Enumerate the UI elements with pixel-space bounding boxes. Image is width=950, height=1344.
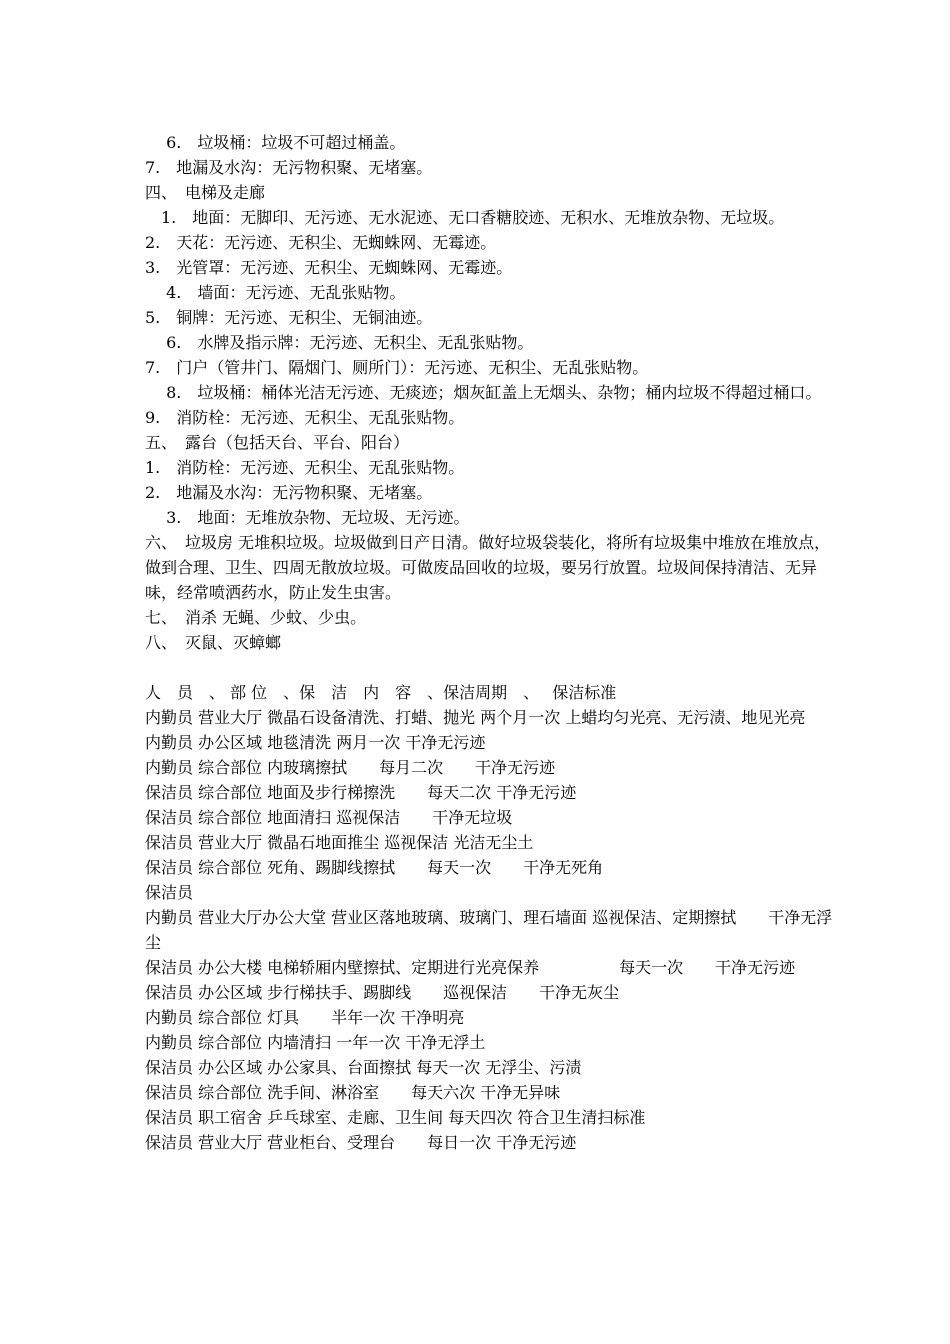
table-row: 内勤员 综合部位 内玻璃擦拭 每月二次 干净无污迹 xyxy=(145,758,556,777)
list-item: 2. 天花：无污迹、无积尘、无蜘蛛网、无霉迹。 xyxy=(145,233,497,252)
cleaning-schedule-table xyxy=(145,680,845,1155)
table-row: 保洁员 综合部位 地面清扫 巡视保洁 干净无垃圾 xyxy=(145,808,513,827)
table-row: 内勤员 综合部位 灯具 半年一次 干净明亮 xyxy=(145,1008,465,1027)
table-row: 保洁员 职工宿舍 乒乓球室、走廊、卫生间 每天四次 符合卫生清扫标准 xyxy=(145,1108,646,1127)
list-item: 4. 墙面：无污迹、无乱张贴物。 xyxy=(145,283,406,302)
table-row: 保洁员 办公区域 步行梯扶手、踢脚线 巡视保洁 干净无灰尘 xyxy=(145,983,620,1002)
section-heading: 八、 灭鼠、灭蟑螂 xyxy=(145,633,282,652)
table-row: 保洁员 综合部位 死角、踢脚线擦拭 每天一次 干净无死角 xyxy=(145,858,604,877)
table-row: 保洁员 营业大厅 营业柜台、受理台 每日一次 干净无污迹 xyxy=(145,1133,577,1152)
section-heading: 五、 露台（包括天台、平台、阳台） xyxy=(145,433,410,452)
table-row: 保洁员 办公区域 办公家具、台面擦拭 每天一次 无浮尘、污渍 xyxy=(145,1058,582,1077)
list-item: 3. 光管罩：无污迹、无积尘、无蜘蛛网、无霉迹。 xyxy=(145,258,513,277)
blank-line xyxy=(145,655,845,680)
list-item: 5. 铜牌：无污迹、无积尘、无铜油迹。 xyxy=(145,308,433,327)
document-body xyxy=(145,130,845,1155)
section-heading: 七、 消杀 无蝇、少蚊、少虫。 xyxy=(145,608,367,627)
list-item: 1. 消防栓：无污迹、无积尘、无乱张贴物。 xyxy=(145,458,465,477)
list-item: 3. 地面：无堆放杂物、无垃圾、无污迹。 xyxy=(145,508,470,527)
table-row: 保洁员 营业大厅 微晶石地面推尘 巡视保洁 光洁无尘土 xyxy=(145,833,534,852)
list-item: 7. 地漏及水沟：无污物积聚、无堵塞。 xyxy=(145,158,433,177)
table-row: 内勤员 办公区域 地毯清洗 两月一次 干净无污迹 xyxy=(145,733,486,752)
list-item: 7. 门户（管井门、隔烟门、厕所门）：无污迹、无积尘、无乱张贴物。 xyxy=(145,358,649,377)
table-row: 保洁员 综合部位 洗手间、淋浴室 每天六次 干净无异味 xyxy=(145,1083,561,1102)
list-item: 6. 水牌及指示牌：无污迹、无积尘、无乱张贴物。 xyxy=(145,333,534,352)
table-row: 内勤员 综合部位 内墙清扫 一年一次 干净无浮土 xyxy=(145,1033,486,1052)
table-row: 保洁员 xyxy=(145,883,194,902)
section-heading: 六、 垃圾房 无堆积垃圾。垃圾做到日产日清。做好垃圾袋装化，将所有垃圾集中堆放在堆放点，做到合理、卫生、四周无散放垃圾。可做废品回收的垃圾，要另行放置。垃圾间保持清洁、无异味，经常喷洒药水，防止发生虫害。 xyxy=(145,533,831,602)
list-item: 9. 消防栓：无污迹、无积尘、无乱张贴物。 xyxy=(145,408,465,427)
table-row: 保洁员 办公大楼 电梯轿厢内壁擦拭、定期进行光亮保养 每天一次 干净无污迹 xyxy=(145,958,796,977)
table-row: 内勤员 营业大厅 微晶石设备清洗、打蜡、抛光 两个月一次 上蜡均匀光亮、无污渍、地见光亮 xyxy=(145,708,806,727)
list-item: 1. 地面：无脚印、无污迹、无水泥迹、无口香糖胶迹、无积水、无堆放杂物、无垃圾。 xyxy=(145,208,785,227)
cleaning-standards-list xyxy=(145,130,845,655)
section-heading: 四、 电梯及走廊 xyxy=(145,183,266,202)
list-item: 2. 地漏及水沟：无污物积聚、无堵塞。 xyxy=(145,483,433,502)
list-item: 6. 垃圾桶：垃圾不可超过桶盖。 xyxy=(145,133,406,152)
list-item: 8. 垃圾桶：桶体光洁无污迹、无痰迹；烟灰缸盖上无烟头、杂物；桶内垃圾不得超过桶口。 xyxy=(145,383,822,402)
table-header: 人 员 、 部 位 、保 洁 内 容 、保洁周期 、 保洁标准 xyxy=(145,683,617,702)
table-row: 内勤员 营业大厅办公大堂 营业区落地玻璃、玻璃门、理石墙面 巡视保洁、定期擦拭 干净无浮尘 xyxy=(145,908,833,952)
table-row: 保洁员 综合部位 地面及步行梯擦洗 每天二次 干净无污迹 xyxy=(145,783,577,802)
